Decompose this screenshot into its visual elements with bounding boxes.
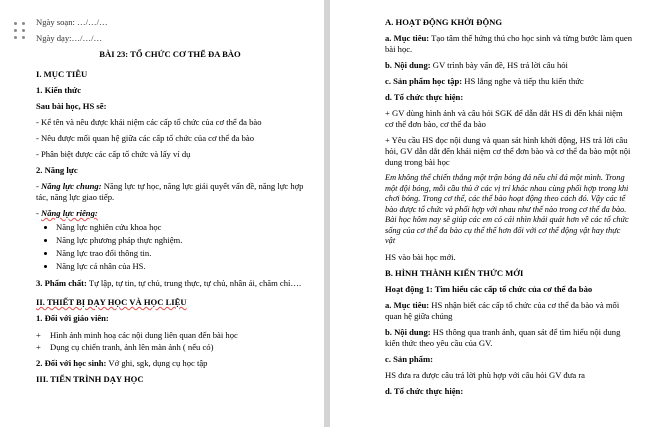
text: HS thông qua tranh ảnh, quan sát để tìm hiểu nội dung kiến thức theo yêu cầu của GV. [385, 326, 621, 348]
paragraph: HS vào bài học mới. [385, 251, 456, 262]
paragraph: HS đưa ra được câu trả lời phù hợp với câu hỏi GV đưa ra [385, 369, 585, 380]
activity-heading: Hoạt động 1: Tìm hiểu các cấp tổ chức của cơ thể đa bào [385, 283, 593, 294]
section-heading: I. MỤC TIÊU [36, 69, 88, 79]
paragraph: + GV dùng hình ảnh và câu hỏi SGK để dẫn dắt HS đi đến khái niệm cơ thể đơn bào, cơ thể đa bào [385, 108, 623, 129]
subsection-heading: 2. Năng lực [36, 165, 78, 175]
paragraph [385, 76, 632, 87]
paragraph [385, 300, 632, 322]
paragraph [385, 327, 632, 349]
list-item: • Năng lực nghiên cứu khoa học [56, 221, 304, 234]
paragraph: + Yêu cầu HS đọc nội dung và quan sát hình khởi động, HS trả lời câu hỏi, GV dẫn dắt đến khái niệm cơ thể đơn bào và cơ thể đa bào một nội dung trong bài học [385, 135, 631, 167]
label: a. Mục tiêu: [385, 299, 430, 310]
paragraph [385, 60, 632, 71]
list-item [36, 329, 304, 341]
italic-paragraph: Em không thể chiến thắng một trận bóng đá nếu chỉ đá một mình. Trong một đội bóng, mỗi cầu thủ ở các vị trí khác nhau cùng phối hợp trong khi chơi bóng. Trong cơ thể, các thể bào hoạt động theo cách đó. Vậy các tế bào được tổ chức và phối hợp với nhau như thế nào trong cơ thể đa bào. Bài học hôm nay sẽ giúp các em có cái nhìn khái quát hơn về các tổ chức sống của cơ thể đa bào cụ thể thế hơn đối với cơ thể động vật hay thực vật [385, 173, 629, 245]
subsection-heading: d. Tổ chức thực hiện: [385, 385, 464, 396]
list-item [36, 341, 304, 353]
label: b. Nội dung: [385, 60, 431, 70]
subsection-heading: d. Tổ chức thực hiện: [385, 92, 464, 102]
text: Năng lực tự học, năng lực giải quyết vấn đề, năng lực hợp tác, năng lực giao tiếp. [36, 181, 304, 202]
subsection-heading: 1. Đối với giáo viên: [36, 313, 109, 323]
list-item: • Năng lực phương pháp thực nghiệm. [56, 234, 304, 247]
label: 2. Đối với học sinh: [36, 358, 107, 368]
paragraph: Sau bài học, HS sẽ: [36, 101, 107, 111]
section-heading: B. HÌNH THÀNH KIẾN THỨC MỚI [385, 267, 524, 278]
drag-handle-icon[interactable] [14, 22, 26, 42]
list-item: • Năng lực trao đổi thông tin. [56, 247, 304, 260]
text: Tạo tâm thế hứng thú cho học sinh và từng bước làm quen bài học. [385, 33, 633, 54]
text: II. THIẾT BỊ DẠY HỌC VÀ HỌC LIỆU [36, 297, 187, 307]
subsection-heading: 1. Kiến thức [36, 85, 82, 95]
paragraph [385, 33, 632, 55]
document-page-left[interactable] [0, 0, 324, 427]
label: a. Mục tiêu: [385, 33, 430, 43]
section-heading [36, 297, 304, 308]
text: Vở ghi, sgk, dụng cụ học tập [106, 358, 208, 368]
text: Dụng cụ chiến tranh, ảnh lên màn ảnh ( nếu có) [50, 342, 214, 352]
paragraph: - Năng lực riêng: [36, 208, 98, 218]
paragraph [36, 358, 304, 369]
document-page-right[interactable] [330, 0, 650, 427]
paragraph: - Năng lực chung: Năng lực tự học, năng lực giải quyết vấn đề, năng lực hợp tác, năng lực giao tiếp. [36, 181, 304, 202]
paragraph [36, 278, 304, 289]
section-heading: A. HOẠT ĐỘNG KHỞI ĐỘNG [385, 17, 503, 27]
list-item: • Năng lực cá nhân của HS. [56, 260, 304, 273]
paragraph: - Phân biệt được các cấp tổ chức và lấy ví dụ [36, 149, 191, 159]
paragraph: - Kể tên và nêu được khái niệm các cấp tổ chức của cơ thể đa bào [36, 117, 262, 127]
bullet-list [36, 221, 304, 273]
plus-icon: + [36, 330, 41, 340]
date-prepared: Ngày soạn: …/…/… [36, 17, 108, 27]
paragraph: - Nêu được mối quan hệ giữa các cấp tổ chức của cơ thể đa bào [36, 133, 254, 143]
section-heading: III. TIẾN TRÌNH DẠY HỌC [36, 374, 144, 384]
text: HS nhận biết các cấp tổ chức của cơ thể đa bào và mối quan hệ giữa chúng [385, 299, 620, 321]
text: GV trình bày vấn đề, HS trả lời câu hỏi [430, 60, 568, 70]
text: Tự lập, tự tin, tự chủ, trung thực, tự chủ, nhân ái, chăm chỉ…. [86, 278, 302, 288]
label: 3. Phẩm chất: [36, 278, 87, 288]
label: c. Sản phẩm học tập: [385, 76, 463, 86]
text: Hình ảnh minh hoạ các nội dung liên quan đến bài học [50, 330, 238, 340]
label: Năng lực chung: [41, 181, 102, 191]
subsection-heading: c. Sản phẩm: [385, 353, 433, 364]
label: Năng lực riêng: [41, 208, 98, 218]
lesson-title: BÀI 23: TỔ CHỨC CƠ THỂ ĐA BÀO [99, 49, 241, 59]
label: b. Nội dung: [385, 326, 431, 337]
plus-icon: + [36, 342, 41, 352]
text: HS lắng nghe và tiếp thu kiến thức [462, 76, 584, 86]
date-taught: Ngày dạy:…/…/… [36, 33, 103, 43]
